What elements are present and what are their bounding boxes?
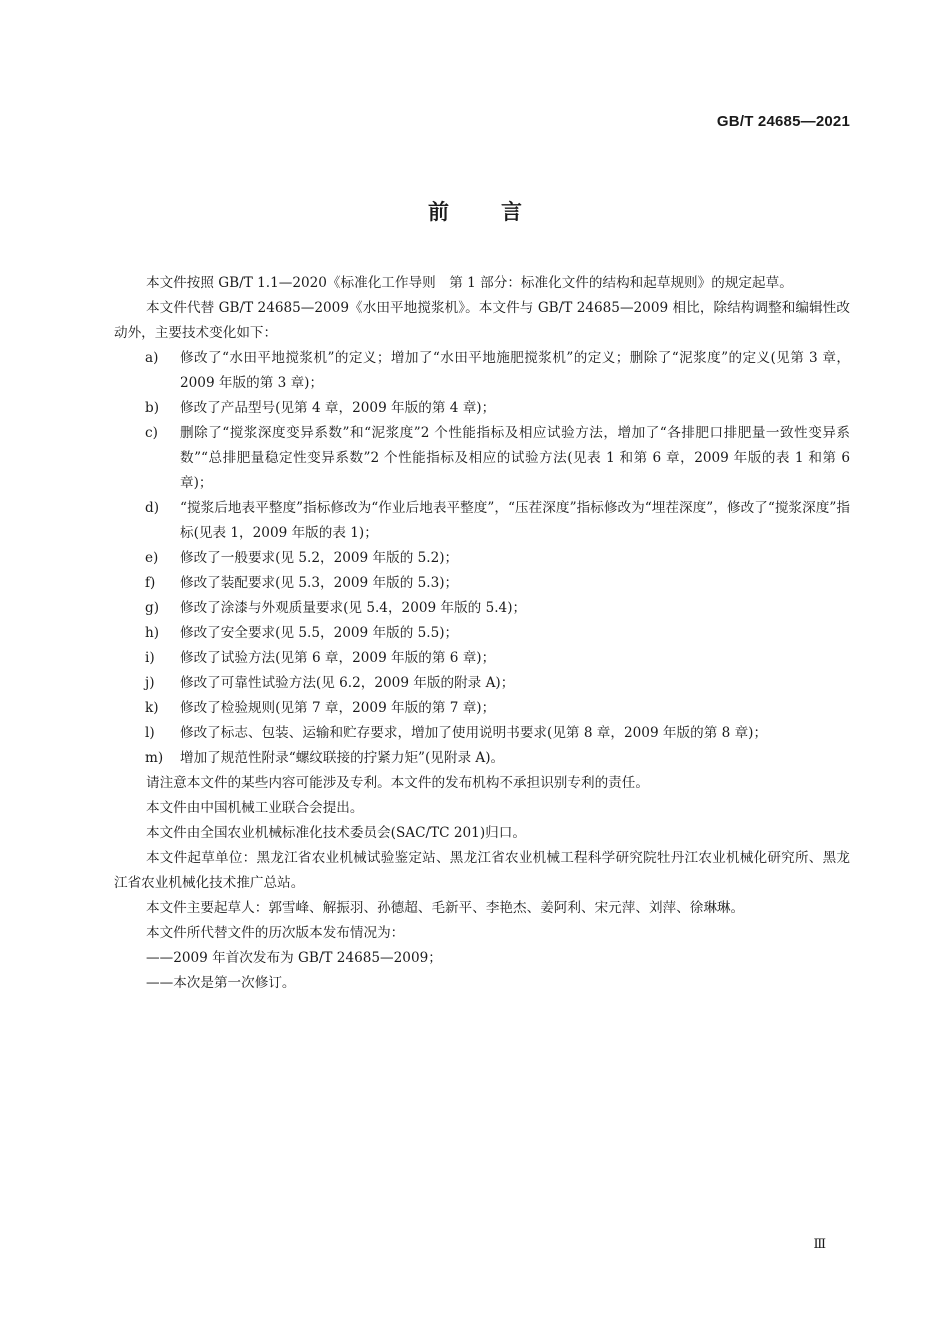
paragraph: 请注意本文件的某些内容可能涉及专利。本文件的发布机构不承担识别专利的责任。	[146, 775, 649, 791]
item-text: 修改了装配要求(见 5.3，2009 年版的 5.3)；	[180, 575, 459, 591]
item-text: 修改了一般要求(见 5.2，2009 年版的 5.2)；	[180, 550, 459, 566]
paragraph: 本文件代替 GB/T 24685—2009《水田平地搅浆机》。本文件与 GB/T 24685—2009 相比，除结构调整和编辑性改动外，主要技术变化如下：	[114, 300, 850, 341]
standard-code: GB/T 24685—2021	[716, 113, 850, 130]
item-label: c)	[145, 425, 158, 441]
history-item: ——本次是第一次修订。	[146, 975, 296, 991]
title-char-2: 言	[501, 200, 522, 224]
item-label: f)	[145, 575, 156, 591]
item-label: e)	[145, 550, 159, 566]
change-item	[114, 571, 850, 596]
item-text: 修改了涂漆与外观质量要求(见 5.4，2009 年版的 5.4)；	[180, 600, 527, 616]
change-item	[114, 746, 850, 771]
change-item	[114, 546, 850, 571]
item-text: 删除了“搅浆深度变异系数”和“泥浆度”2 个性能指标及相应试验方法，增加了“各排肥口排肥量一致性变异系数”“总排肥量稳定性变异系数”2 个性能指标及相应的试验方法(见表 1 和第 6 章，2009 年版的表 1 和第 6 章)；	[180, 425, 850, 491]
item-label: j)	[145, 675, 155, 691]
item-text: 修改了标志、包装、运输和贮存要求，增加了使用说明书要求(见第 8 章，2009 年版的第 8 章)；	[180, 725, 768, 741]
change-list	[114, 346, 850, 771]
paragraph: 本文件起草单位：黑龙江省农业机械试验鉴定站、黑龙江省农业机械工程科学研究院牡丹江农业机械化研究所、黑龙江省农业机械化技术推广总站。	[114, 850, 850, 891]
change-item	[114, 346, 850, 396]
title-char-1: 前	[428, 200, 449, 224]
history-item: ——2009 年首次发布为 GB/T 24685—2009；	[146, 950, 442, 966]
change-item	[114, 596, 850, 621]
change-item	[114, 621, 850, 646]
item-text: 增加了规范性附录“螺纹联接的拧紧力矩”(见附录 A)。	[180, 750, 505, 766]
item-label: l)	[145, 725, 155, 741]
change-item	[114, 721, 850, 746]
item-label: m)	[145, 750, 164, 766]
change-item	[114, 696, 850, 721]
paragraph: 本文件由中国机械工业联合会提出。	[146, 800, 364, 816]
paragraph: 本文件主要起草人：郭雪峰、解振羽、孙德超、毛新平、李艳杰、姜阿利、宋元萍、刘萍、徐琳琳。	[146, 900, 745, 916]
item-label: h)	[145, 625, 160, 641]
item-label: i)	[145, 650, 155, 666]
change-item	[114, 671, 850, 696]
paragraph: 本文件按照 GB/T 1.1—2020《标准化工作导则 第 1 部分：标准化文件的结构和起草规则》的规定起草。	[146, 275, 793, 291]
item-text: 修改了安全要求(见 5.5，2009 年版的 5.5)；	[180, 625, 459, 641]
change-item	[114, 496, 850, 546]
page-number: Ⅲ	[813, 1237, 826, 1252]
paragraph: 本文件所代替文件的历次版本发布情况为：	[146, 925, 405, 941]
foreword-body	[114, 271, 850, 996]
change-item	[114, 396, 850, 421]
change-item	[114, 421, 850, 496]
item-text: 修改了试验方法(见第 6 章，2009 年版的第 6 章)；	[180, 650, 496, 666]
item-label: a)	[145, 350, 159, 366]
item-text: 修改了可靠性试验方法(见 6.2，2009 年版的附录 A)；	[180, 675, 515, 691]
item-label: d)	[145, 500, 160, 516]
item-text: 修改了检验规则(见第 7 章，2009 年版的第 7 章)；	[180, 700, 496, 716]
paragraph: 本文件由全国农业机械标准化技术委员会(SAC/TC 201)归口。	[146, 825, 526, 841]
item-label: g)	[145, 600, 160, 616]
item-label: b)	[145, 400, 160, 416]
item-text: 修改了“水田平地搅浆机”的定义；增加了“水田平地施肥搅浆机”的定义；删除了“泥浆度”的定义(见第 3 章，2009 年版的第 3 章)；	[180, 350, 850, 391]
page-title	[0, 196, 950, 226]
change-item	[114, 646, 850, 671]
item-label: k)	[145, 700, 159, 716]
item-text: “搅浆后地表平整度”指标修改为“作业后地表平整度”，“压茬深度”指标修改为“埋茬深度”，修改了“搅浆深度”指标(见表 1，2009 年版的表 1)；	[180, 500, 850, 541]
item-text: 修改了产品型号(见第 4 章，2009 年版的第 4 章)；	[180, 400, 496, 416]
